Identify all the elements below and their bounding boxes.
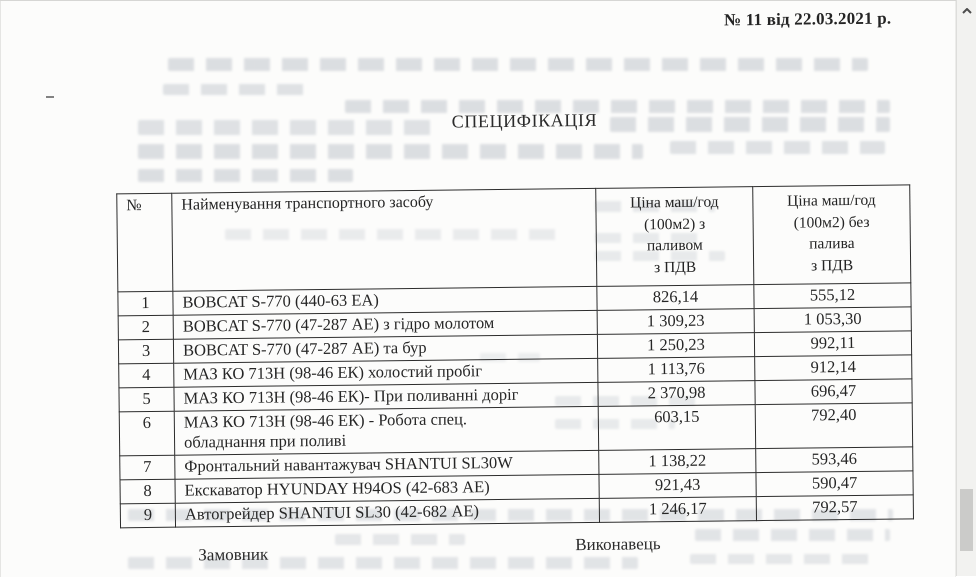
cell-row-number: 4 xyxy=(119,363,174,388)
cell-row-number: 5 xyxy=(119,387,174,412)
cell-price-without-fuel: 1 053,30 xyxy=(754,307,911,333)
cell-price-with-fuel: 826,14 xyxy=(597,285,754,311)
cell-vehicle-name: Фронтальний навантажувач SHANTUI SL30W xyxy=(175,450,599,479)
cell-price-with-fuel: 603,15 xyxy=(598,405,755,451)
cell-price-without-fuel: 696,47 xyxy=(755,379,912,405)
signature-label-customer: Замовник xyxy=(198,544,269,565)
cell-price-with-fuel: 1 113,76 xyxy=(598,357,755,383)
cell-price-with-fuel: 1 246,17 xyxy=(599,497,756,523)
cell-vehicle-name: Автогрейдер SHANTUI SL30 (42-682 АЕ) xyxy=(175,498,599,527)
cell-row-number: 9 xyxy=(120,503,175,528)
cell-row-number: 3 xyxy=(118,339,173,364)
document-number: № 11 від 22.03.2021 р. xyxy=(723,8,892,30)
cell-row-number: 1 xyxy=(118,291,173,316)
cell-price-without-fuel: 555,12 xyxy=(754,283,911,309)
cell-price-without-fuel: 593,46 xyxy=(756,447,913,473)
cell-row-number: 7 xyxy=(120,455,175,480)
cell-price-with-fuel: 2 370,98 xyxy=(598,381,755,407)
vertical-scrollbar[interactable] xyxy=(956,0,976,576)
cell-vehicle-name: МАЗ КО 713Н (98-46 ЕК) холостий пробіг xyxy=(174,358,598,387)
cell-vehicle-name: МАЗ КО 713Н (98-46 ЕК) - Робота спец. обладнання при поливі xyxy=(174,406,598,455)
cell-row-number: 2 xyxy=(118,315,173,340)
cell-price-with-fuel: 1 250,23 xyxy=(597,333,754,359)
signature-label-executor: Виконавець xyxy=(575,534,661,555)
cell-price-without-fuel: 590,47 xyxy=(756,471,913,497)
cell-vehicle-name: BOBCAT S-770 (47-287 АЕ) з гідро молотом xyxy=(173,310,597,339)
spec-table-body xyxy=(118,283,914,528)
spec-table xyxy=(116,184,914,528)
cell-row-number: 6 xyxy=(119,411,174,456)
spec-table-header xyxy=(117,185,911,292)
cell-price-without-fuel: 992,11 xyxy=(754,331,911,357)
cell-price-without-fuel: 792,40 xyxy=(755,403,912,449)
col-header-price-with-fuel: Ціна маш/год (100м2) з паливом з ПДВ xyxy=(596,187,754,287)
cell-price-without-fuel: 912,14 xyxy=(755,355,912,381)
cell-price-with-fuel: 1 138,22 xyxy=(599,449,756,475)
cell-vehicle-name: BOBCAT S-770 (440-63 ЕА) xyxy=(173,286,597,315)
cell-price-with-fuel: 1 309,23 xyxy=(597,309,754,335)
cell-vehicle-name: BOBCAT S-770 (47-287 АЕ) та бур xyxy=(173,334,597,363)
scrollbar-up-button[interactable] xyxy=(957,4,976,18)
cell-price-without-fuel: 792,57 xyxy=(756,495,913,521)
col-header-name: Найменування транспортного засобу xyxy=(172,188,597,291)
scrollbar-thumb[interactable] xyxy=(960,489,973,551)
cell-price-with-fuel: 921,43 xyxy=(599,473,756,499)
page-title: СПЕЦИФІКАЦІЯ xyxy=(451,109,598,132)
cell-row-number: 8 xyxy=(120,479,175,504)
cell-vehicle-name: Екскаватор HYUNDAY H94OS (42-683 АЕ) xyxy=(175,474,599,503)
cell-vehicle-name: МАЗ КО 713Н (98-46 ЕК)- При поливанні доріг xyxy=(174,382,598,411)
chevron-up-icon xyxy=(962,8,972,14)
col-header-num: № xyxy=(117,193,173,292)
col-header-price-without-fuel: Ціна маш/год (100м2) без палива з ПДВ xyxy=(753,185,911,285)
